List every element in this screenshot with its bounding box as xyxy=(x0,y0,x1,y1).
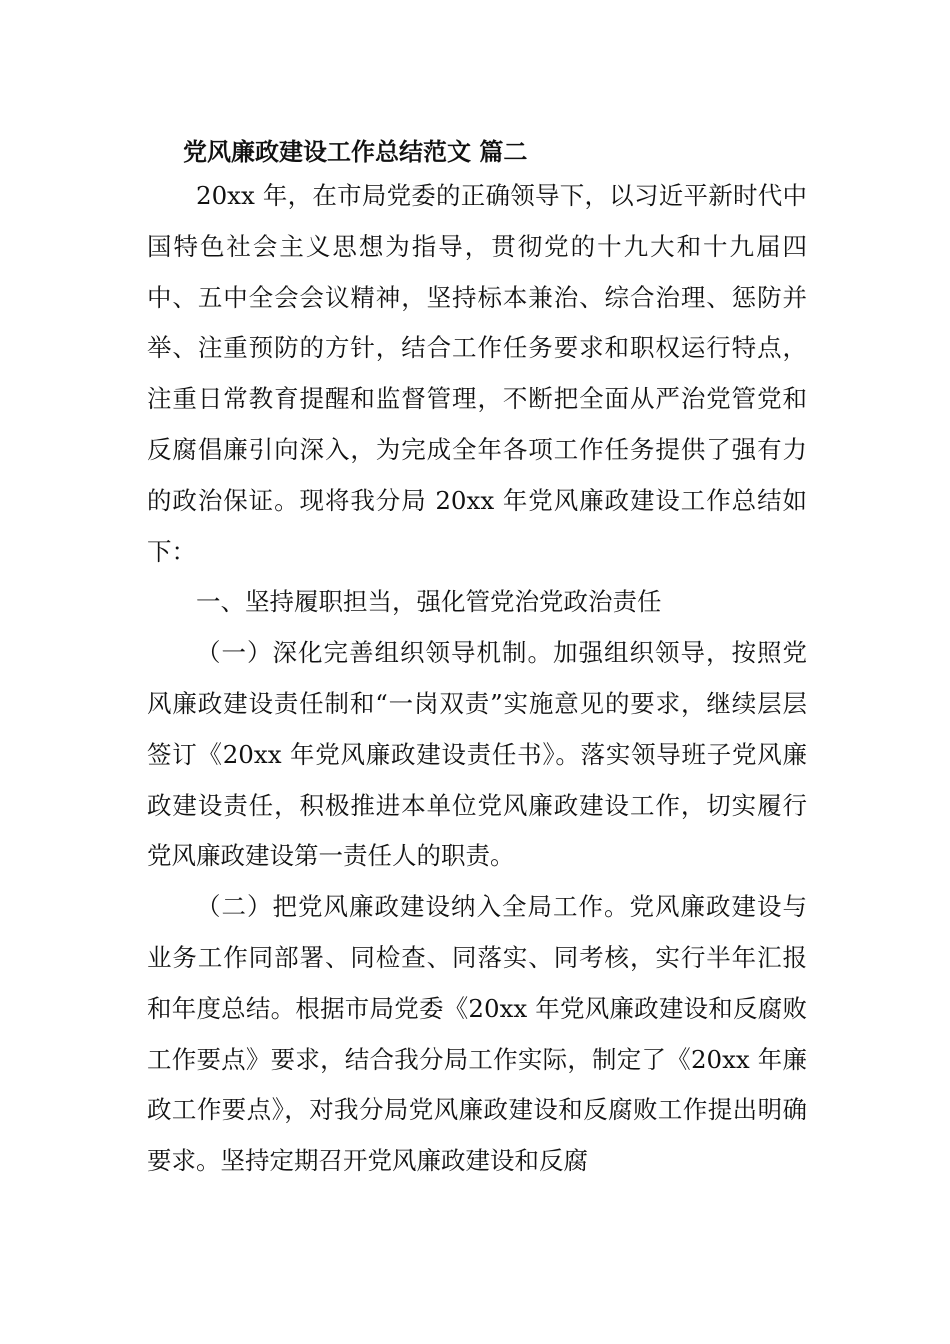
subsection-paragraph-2: （二）把党风廉政建设纳入全局工作。党风廉政建设与业务工作同部署、同检查、同落实、同考核，实行半年汇报和年度总结。根据市局党委《20xx 年党风廉政建设和反腐败工作要点》要求，结合我分局工作实际，制定了《20xx 年廉政工作要点》，对我分局党风廉政建设和反腐败工作提出明确要求。坚持定期召开党风廉政建设和反腐 xyxy=(147,892,807,1176)
subsection-paragraph-1: （一）深化完善组织领导机制。加强组织领导，按照党风廉政建设责任制和“一岗双责”实施意见的要求，继续层层签订《20xx 年党风廉政建设责任书》。落实领导班子党风廉政建设责任，积极推进本单位党风廉政建设工作，切实履行党风廉政建设第一责任人的职责。 xyxy=(147,638,807,871)
intro-paragraph: 20xx 年，在市局党委的正确领导下，以习近平新时代中国特色社会主义思想为指导，贯彻党的十九大和十九届四中、五中全会会议精神，坚持标本兼治、综合治理、惩防并举、注重预防的方针，结合工作任务要求和职权运行特点，注重日常教育提醒和监督管理，不断把全面从严治党管党和反腐倡廉引向深入，为完成全年各项工作任务提供了强有力的政治保证。现将我分局 20xx 年党风廉政建设工作总结如下： xyxy=(147,181,807,566)
section-heading-1: 一、坚持履职担当，强化管党治党政治责任 xyxy=(196,587,662,617)
document-title: 党风廉政建设工作总结范文 篇二 xyxy=(183,138,528,166)
document-body xyxy=(147,171,807,1187)
